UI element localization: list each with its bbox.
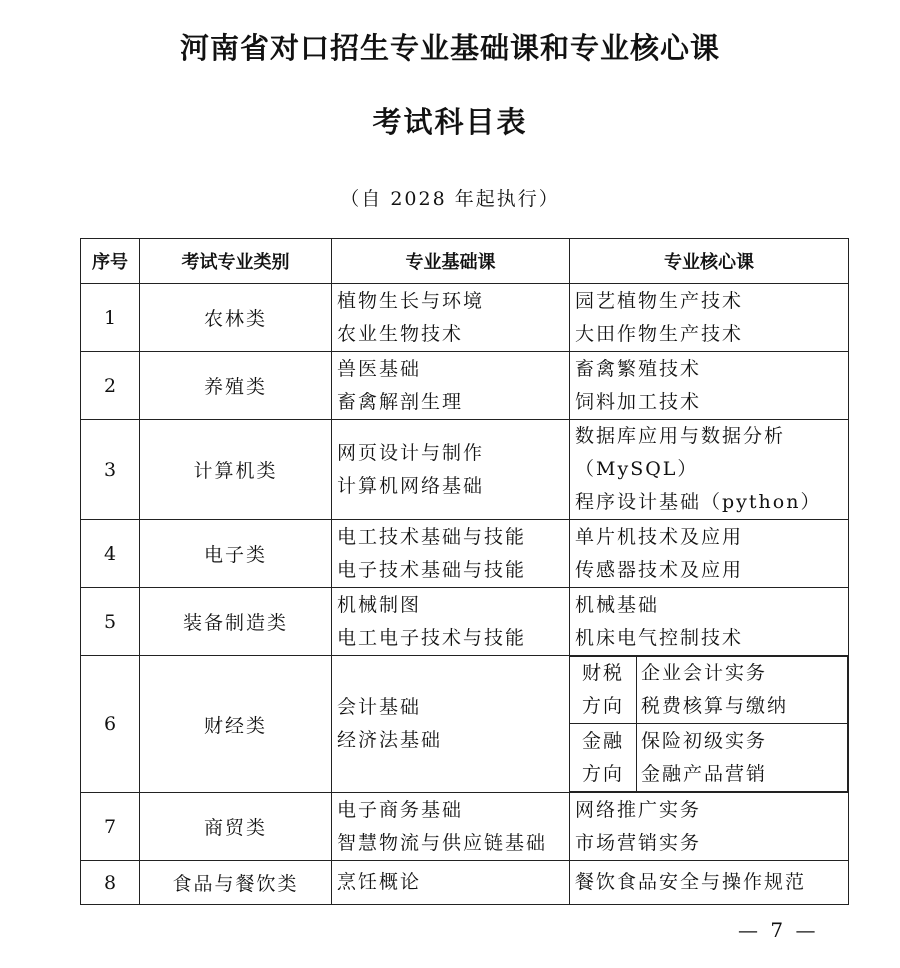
basic-courses-cell bbox=[332, 352, 570, 420]
course-name: 传感器技术及应用 bbox=[575, 558, 744, 581]
table-row bbox=[81, 420, 849, 520]
course-name: 植物生长与环境 bbox=[337, 289, 485, 312]
core-courses-cell bbox=[570, 420, 849, 520]
course-name: 农业生物技术 bbox=[337, 322, 464, 345]
direction-label bbox=[570, 657, 637, 724]
core-courses-cell bbox=[570, 861, 849, 905]
direction-row bbox=[570, 724, 848, 792]
course-name: 畜禽繁殖技术 bbox=[575, 357, 702, 380]
page-number: — 7 — bbox=[738, 918, 819, 942]
header-basic-courses: 专业基础课 bbox=[332, 239, 570, 284]
category-cell: 电子类 bbox=[140, 520, 332, 588]
core-courses-cell bbox=[570, 588, 849, 656]
document-subtitle: （自 2028 年起执行） bbox=[340, 188, 560, 210]
course-name: 电子技术基础与技能 bbox=[337, 558, 527, 581]
table-row bbox=[81, 588, 849, 656]
direction-courses bbox=[637, 724, 848, 792]
core-courses-cell bbox=[570, 352, 849, 420]
row-number: 3 bbox=[81, 420, 140, 520]
course-name: 网络推广实务 bbox=[575, 798, 702, 821]
course-name: 餐饮食品安全与操作规范 bbox=[575, 871, 807, 893]
category-cell: 财经类 bbox=[140, 656, 332, 793]
direction-label-line: 方向 bbox=[581, 762, 624, 785]
row-number: 5 bbox=[81, 588, 140, 656]
course-name: （MySQL） bbox=[575, 458, 699, 480]
basic-courses-cell bbox=[332, 284, 570, 352]
course-name: 税费核算与缴纳 bbox=[641, 695, 789, 717]
table-row bbox=[81, 352, 849, 420]
direction-row bbox=[570, 657, 848, 724]
course-name: 园艺植物生产技术 bbox=[575, 289, 744, 312]
course-name: 保险初级实务 bbox=[641, 729, 768, 752]
row-number: 2 bbox=[81, 352, 140, 420]
course-name: 兽医基础 bbox=[337, 357, 422, 380]
category-cell: 装备制造类 bbox=[140, 588, 332, 656]
table-header-row bbox=[81, 239, 849, 284]
core-courses-cell bbox=[570, 793, 849, 861]
basic-courses-cell bbox=[332, 520, 570, 588]
course-name: 电子商务基础 bbox=[337, 798, 464, 821]
table-row bbox=[81, 793, 849, 861]
category-cell: 计算机类 bbox=[140, 420, 332, 520]
course-name: 大田作物生产技术 bbox=[575, 322, 744, 345]
course-name: 企业会计实务 bbox=[641, 662, 768, 684]
table-row bbox=[81, 520, 849, 588]
course-name: 饲料加工技术 bbox=[575, 390, 702, 413]
table-row bbox=[81, 861, 849, 905]
course-name: 电工电子技术与技能 bbox=[337, 626, 527, 649]
row-number: 8 bbox=[81, 861, 140, 905]
basic-courses-cell bbox=[332, 656, 570, 793]
direction-courses bbox=[637, 657, 848, 724]
header-category: 考试专业类别 bbox=[140, 239, 332, 284]
course-name: 畜禽解剖生理 bbox=[337, 390, 464, 413]
direction-label bbox=[570, 724, 637, 792]
course-name: 电工技术基础与技能 bbox=[337, 525, 527, 548]
basic-courses-cell bbox=[332, 793, 570, 861]
course-name: 机械基础 bbox=[575, 593, 660, 616]
category-cell: 农林类 bbox=[140, 284, 332, 352]
direction-label-line: 财税 bbox=[581, 662, 624, 684]
basic-courses-cell bbox=[332, 420, 570, 520]
table-row bbox=[81, 656, 849, 793]
course-name: 机械制图 bbox=[337, 593, 422, 616]
row-number: 7 bbox=[81, 793, 140, 861]
header-no: 序号 bbox=[81, 239, 140, 284]
course-name: 数据库应用与数据分析 bbox=[575, 425, 786, 447]
direction-label-line: 金融 bbox=[581, 729, 624, 752]
core-courses-cell bbox=[570, 656, 849, 793]
document-title-line2: 考试科目表 bbox=[372, 105, 528, 139]
row-number: 4 bbox=[81, 520, 140, 588]
course-name: 网页设计与制作 bbox=[337, 441, 485, 464]
course-name: 智慧物流与供应链基础 bbox=[337, 831, 548, 854]
course-name: 金融产品营销 bbox=[641, 762, 768, 785]
table-row bbox=[81, 284, 849, 352]
core-courses-cell bbox=[570, 284, 849, 352]
category-cell: 养殖类 bbox=[140, 352, 332, 420]
row-number: 6 bbox=[81, 656, 140, 793]
direction-label-line: 方向 bbox=[581, 695, 624, 717]
course-name: 单片机技术及应用 bbox=[575, 525, 744, 548]
course-name: 经济法基础 bbox=[337, 729, 443, 751]
subjects-table bbox=[80, 238, 849, 905]
course-name: 程序设计基础（python） bbox=[575, 491, 822, 513]
core-courses-cell bbox=[570, 520, 849, 588]
course-name: 机床电气控制技术 bbox=[575, 626, 744, 649]
category-cell: 食品与餐饮类 bbox=[140, 861, 332, 905]
header-core-courses: 专业核心课 bbox=[570, 239, 849, 284]
course-name: 市场营销实务 bbox=[575, 831, 702, 854]
document-title: 河南省对口招生专业基础课和专业核心课 bbox=[179, 31, 720, 65]
course-name: 烹饪概论 bbox=[337, 871, 422, 893]
category-cell: 商贸类 bbox=[140, 793, 332, 861]
row-number: 1 bbox=[81, 284, 140, 352]
core-directions-table bbox=[570, 656, 848, 792]
course-name: 计算机网络基础 bbox=[337, 474, 485, 497]
basic-courses-cell bbox=[332, 588, 570, 656]
basic-courses-cell bbox=[332, 861, 570, 905]
course-name: 会计基础 bbox=[337, 696, 422, 718]
